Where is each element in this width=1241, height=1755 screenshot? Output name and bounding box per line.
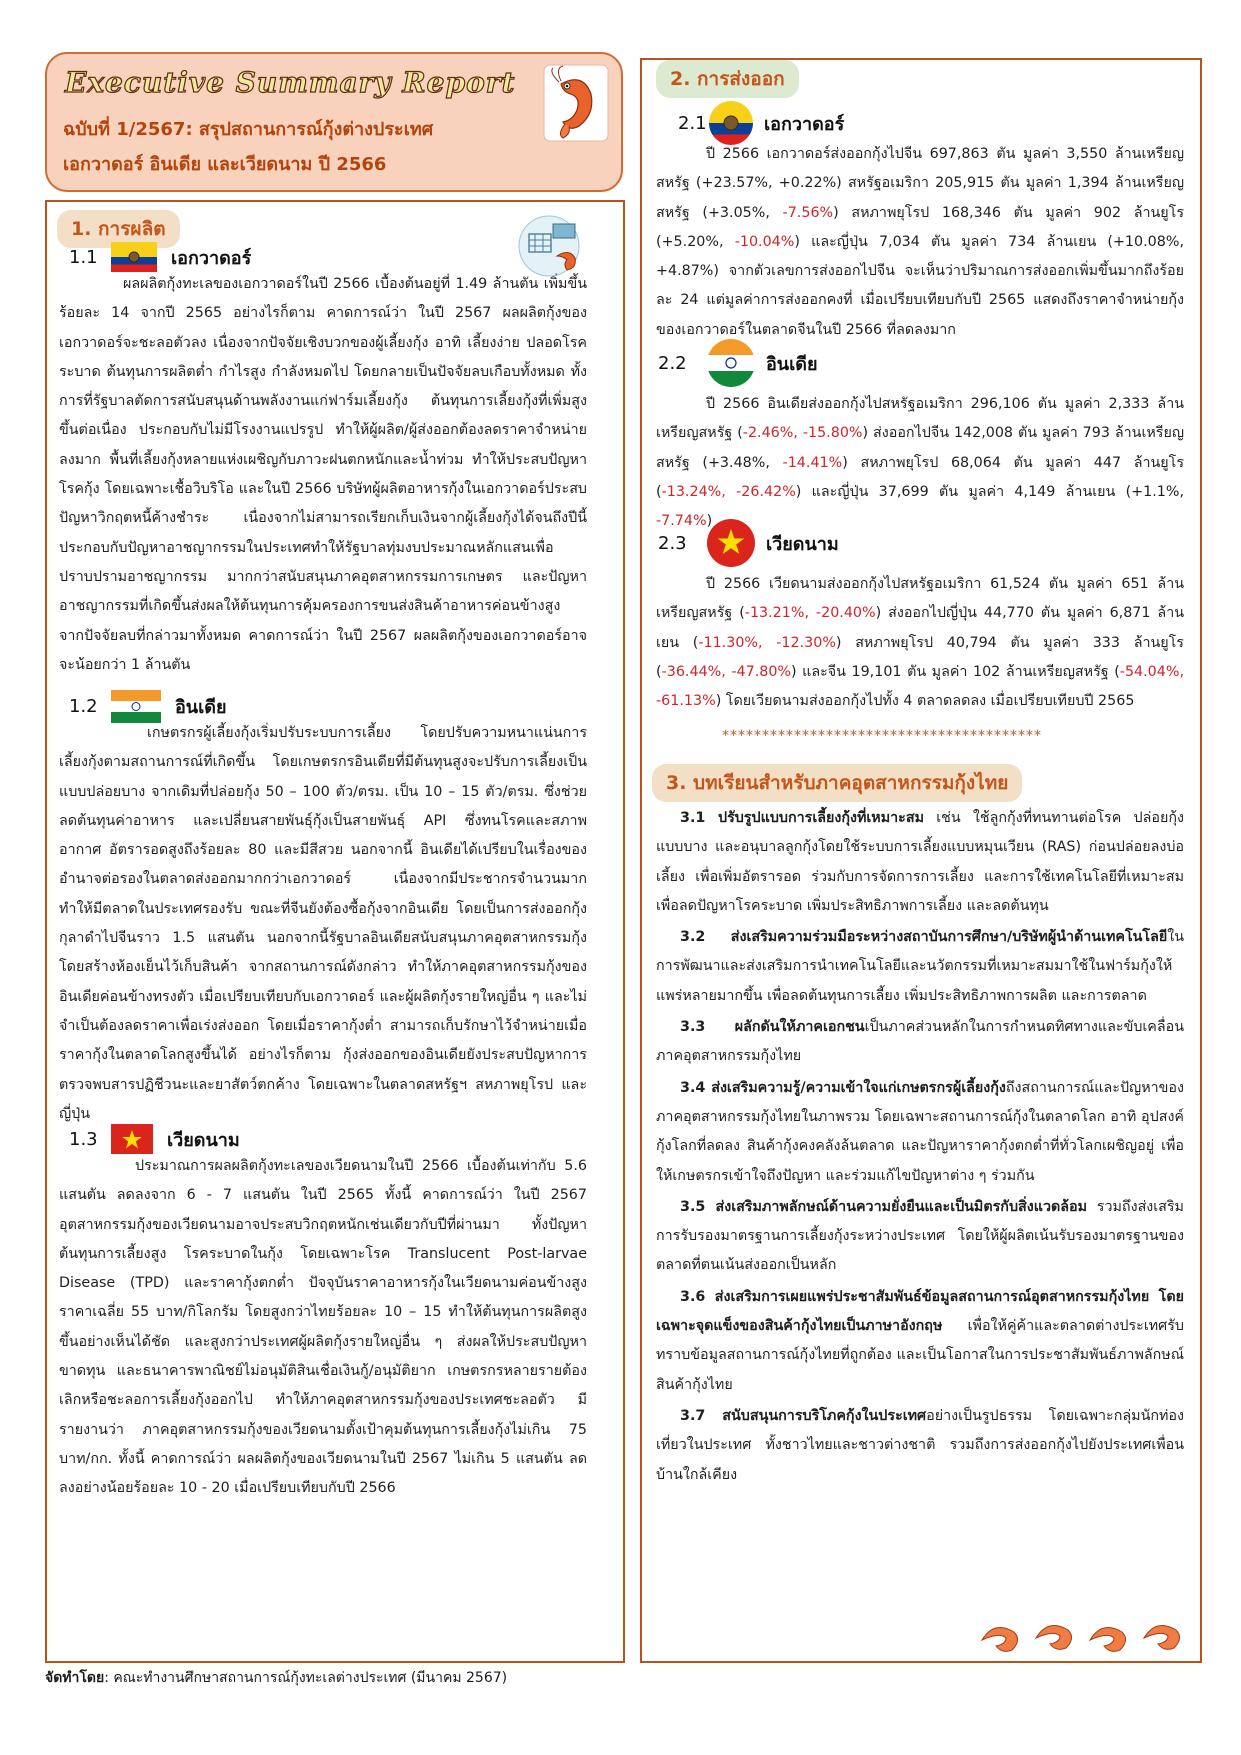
export-india-heading: [658, 338, 818, 388]
negative-change-value: -2.46%, -15.80%: [742, 425, 863, 442]
export-heading: 2. การส่งออก: [656, 60, 799, 98]
vietnam-flag-icon: [111, 1124, 153, 1154]
export-ecuador-text: [656, 140, 1184, 345]
negative-change-value: -7.74%: [656, 513, 707, 530]
negative-change-value: -54.04%, -61.13%: [656, 663, 1184, 710]
footer: [45, 1667, 507, 1689]
report-title: Executive Summary Report: [65, 66, 516, 99]
section-number: 1.3: [69, 1128, 98, 1150]
section-number: 1.1: [69, 246, 98, 268]
country-name: เอกวาดอร์: [764, 113, 845, 135]
export-text-segment: ปี 2566 อินเดียส่งออกกุ้งไปสหรัฐอเมริกา 296,106 ตัน มูลค่า 2,333 ล้านเหรียญสหรัฐ (: [656, 396, 1184, 442]
lesson-item-text: เช่น ใช้ลูกกุ้งที่ทนทานต่อโรค ปล่อยกุ้งแบบบาง และอนุบาลลูกกุ้งโดยใช้ระบบการเลี้ยงแบบหมุนเวียน (RAS) ก่อนปล่อยลงบ่อเลี้ยง เพื่อเพิ่มอัตรารอด ร่วมกับการจัดการการเลี้ยง และการใช้เทคโนโลยีที่เหมาะสม เพื่อลดปัญหาโรคระบาด เพิ่มประสิทธิภาพการเลี้ยง และลดต้นทุน: [656, 810, 1184, 914]
country-name: เอกวาดอร์: [171, 247, 252, 269]
lesson-item: [656, 1283, 1184, 1400]
lesson-item-text: เป็นภาคส่วนหลักในการกำหนดทิศทางและขับเคลื่อนภาคอุตสาหกรรมกุ้งไทย: [656, 1019, 1184, 1065]
export-text-segment: ) ส่งออกไปญี่ปุ่น 44,770 ตัน มูลค่า 6,871 ล้านเยน (: [656, 605, 1184, 651]
export-vietnam-heading: [658, 518, 839, 568]
country-name: เวียดนาม: [167, 1129, 240, 1151]
export-text-segment: ) ส่งออกไปจีน 142,008 ตัน มูลค่า 793 ล้านเหรียญสหรัฐ (+3.48%,: [656, 425, 1185, 471]
section-number: 2.1: [678, 112, 707, 134]
production-vietnam-heading: [69, 1124, 240, 1154]
production-ecuador-text: ผลผลิตกุ้งทะเลของเอกวาดอร์ในปี 2566 เบื้องต้นอยู่ที่ 1.49 ล้านตัน เพิ่มขึ้นร้อยละ 14 จากปี 2565 อย่างไรก็ตาม คาดการณ์ว่า ในปี 2567 ผลผลิตกุ้งของเอกวาดอร์จะชะลอตัวลง เนื่องจากปัจจัยเชิงบวกของผู้เลี้ยงกุ้ง อาทิ เลี้ยงง่าย ปลอดโรคระบาด ต้นทุนการผลิตต่ำ กำไรสูง กำลังหมดไป โดยกลายเป็นปัจจัยลบเกือบทั้งหมด ทั้งการที่รัฐบาลตัดการสนับสนุนด้านพลังงานแก่ฟาร์มเลี้ยงกุ้ง ต้นทุนการเลี้ยงกุ้งที่เพิ่มสูงขึ้นต่อเนื่อง ประกอบกับไม่มีโรงงานแปรรูป ทำให้ผู้ผลิต/ผู้ส่งออกต้องลดราคาจำหน่ายลงมาก พื้นที่เลี้ยงกุ้งหลายแห่งเผชิญกับภาวะฝนตกหนักและน้ำท่วม ทำให้ประสบปัญหาโรคกุ้ง โดยเฉพาะเชื้อวิบริโอ และในปี 2566 บริษัทผู้ผลิตอาหารกุ้งในเอกวาดอร์ประสบปัญหาวิกฤตหนี้ค้างชำระ เนื่องจากไม่สามารถเรียกเก็บเงินจากผู้เลี้ยงกุ้งได้จนถึงปีนี้ ประกอบกับปัญหาอาชญากรรมในประเทศทำให้รัฐบาลทุ่มงบประมาณหลักแสนเพื่อปราบปรามอาชญากรรม มากกว่าสนับสนุนภาคอุตสาหกรรมการเกษตร และปัญหาอาชญากรรมที่เกิดขึ้นส่งผลให้ต้นทุนการคุ้มครองการขนส่งสินค้าอาหารค่อนข้างสูง จากปัจจัยลบที่กล่าวมาทั้งหมด คาดการณ์ว่า ในปี 2567 ผลผลิตกุ้งของเอกวาดอร์อาจจะน้อยกว่า 1 ล้านตัน: [59, 276, 587, 673]
lesson-item: [656, 1193, 1184, 1281]
country-name: อินเดีย: [766, 353, 818, 375]
footer-text: : คณะทำงานศึกษาสถานการณ์กุ้งทะเลต่างประเทศ (มีนาคม 2567): [104, 1670, 508, 1686]
section-divider: ****************************************: [722, 728, 1042, 744]
negative-change-value: -13.24%, -26.42%: [661, 483, 796, 500]
production-heading: 1. การผลิต: [57, 210, 180, 248]
lesson-item-text: อย่างเป็นรูปธรรม โดยเฉพาะกลุ่มนักท่องเที่ยวในประเทศ ทั้งชาวไทยและชาวต่างชาติ รวมถึงการส่งออกกุ้งไปยังประเทศเพื่อนบ้านใกล้เคียง: [656, 1407, 1184, 1483]
production-vietnam-text: ประมาณการผลผลิตกุ้งทะเลของเวียดนามในปี 2566 เบื้องต้นเท่ากับ 5.6 แสนตัน ลดลงจาก 6 - 7 แสนตัน ในปี 2565 ทั้งนี้ คาดการณ์ว่า ในปี 2567 อุตสาหกรรมกุ้งของเวียดนามอาจประสบวิกฤตหนักเช่นเดียวกับปีที่ผ่านมา ทั้งปัญหาต้นทุนการเลี้ยงสูง โรคระบาดในกุ้ง โดยเฉพาะโรค Translucent Post-larvae Disease (TPD) และราคากุ้งตกต่ำ ปัจจุบันราคาอาหารกุ้งในเวียดนามค่อนข้างสูง ราคาเฉลี่ย 55 บาท/กิโลกรัม โดยสูงกว่าไทยร้อยละ 10 – 15 ทำให้ต้นทุนการผลิตสูงขึ้นอย่างเห็นได้ชัด และสูงกว่าประเทศผู้ผลิตกุ้งรายใหญ่อื่น ๆ ส่งผลให้ประสบปัญหาขาดทุน และธนาคารพาณิชย์ไม่อนุมัติสินเชื่อเงินกู้/อนุมัติยาก เกษตรกรหลายรายต้องเลิกหรือชะลอการเลี้ยงกุ้งออกไป ทำให้ภาคอุตสาหกรรมกุ้งของประเทศชะลอตัว มีรายงานว่า ภาคอุตสาหกรรมกุ้งของเวียดนามตั้งเป้าคุมต้นทุนการเลี้ยงกุ้งไม่เกิน 75 บาท/กก. ทั้งนี้ คาดการณ์ว่า ผลผลิตกุ้งของเวียดนามในปี 2567 ไม่เกิน 5 แสนตัน ลดลงอย่างน้อยร้อยละ 10 - 20 เมื่อเปรียบเทียบกับปี 2566: [59, 1158, 587, 1497]
production-section: [45, 200, 625, 1663]
export-and-lessons-section: [640, 58, 1202, 1663]
export-text-segment: ) และจีน 19,101 ตัน มูลค่า 102 ล้านเหรียญสหรัฐ (: [791, 663, 1120, 680]
lesson-item: [656, 804, 1184, 921]
section-number: 1.2: [69, 696, 98, 717]
export-text-segment: ) โดยเวียดนามส่งออกกุ้งไปทั้ง 4 ตลาดลดลง เมื่อเปรียบเทียบปี 2565: [715, 693, 1135, 710]
report-subtitle-line1: ฉบับที่ 1/2567: สรุปสถานการณ์กุ้งต่างประเทศ: [63, 119, 434, 140]
export-text-segment: ปี 2566 เอกวาดอร์ส่งออกกุ้งไปจีน 697,863 ตัน มูลค่า 3,550 ล้านเหรียญสหรัฐ (+23.57%, +0.22%) สหรัฐอเมริกา 205,915 ตัน มูลค่า 1,394 ล้านเหรียญสหรัฐ (+3.05%,: [656, 146, 1184, 221]
export-india-text: [656, 390, 1184, 536]
section-number: 2.2: [658, 352, 687, 374]
shrimp-logo-icon: [543, 64, 609, 142]
country-name: เวียดนาม: [766, 533, 839, 555]
footer-label: จัดทำโดย: [45, 1670, 105, 1686]
lesson-item-text: รวมถึงส่งเสริมการรับรองมาตรฐานการเลี้ยงกุ้งระหว่างประเทศ โดยให้ผู้ผลิตเน้นรับรองมาตรฐานของตลาดที่ตนเน้นส่งออกเป็นหลัก: [656, 1198, 1184, 1274]
report-header: [45, 52, 623, 192]
export-text-segment: ) และญี่ปุ่น 7,034 ตัน มูลค่า 734 ล้านเยน (+10.08%, +4.87%) จากตัวเลขการส่งออกไปจีน จะเห็นว่าปริมาณการส่งออกเพิ่มขึ้นมากถึงร้อยละ 24 แต่มูลค่าการส่งออกคงที่ เมื่อเปรียบเทียบกับปี 2565 แสดงถึงราคาจำหน่ายกุ้งของเอกวาดอร์ในตลาดจีนในปี 2566 ที่ลดลงมาก: [656, 233, 1184, 338]
negative-change-value: -36.44%, -47.80%: [661, 663, 792, 680]
lesson-item-title: 3.7 สนับสนุนการบริโภคกุ้งในประเทศ: [680, 1407, 927, 1424]
report-subtitle-line2: เอกวาดอร์ อินเดีย และเวียดนาม ปี 2566: [63, 154, 387, 175]
negative-change-value: -7.56%: [782, 204, 834, 221]
lesson-item-title: 3.3 ผลักดันให้ภาคเอกชน: [680, 1019, 865, 1036]
section-number: 2.3: [658, 532, 687, 554]
export-text-segment: ) สหภาพยุโรป 168,346 ตัน มูลค่า 902 ล้านยูโร (+5.20%,: [656, 204, 1184, 250]
lesson-item-title: 3.2 ส่งเสริมความร่วมมือระหว่างสถาบันการศึกษา/บริษัทผู้นำด้านเทคโนโลยี: [680, 929, 1168, 946]
india-round-flag-icon: [706, 338, 756, 388]
negative-change-value: -10.04%: [734, 233, 795, 250]
lesson-item-title: 3.5 ส่งเสริมภาพลักษณ์ด้านความยั่งยืนและเป็นมิตรกับสิ่งแวดล้อม: [680, 1198, 1088, 1215]
lesson-item: [656, 923, 1184, 1011]
export-text-segment: ปี 2566 เวียดนามส่งออกกุ้งไปสหรัฐอเมริกา 61,524 ตัน มูลค่า 651 ล้านเหรียญสหรัฐ (: [656, 576, 1184, 622]
lesson-item-text: ในการพัฒนาและส่งเสริมการนำเทคโนโลยีและนวัตกรรมที่เหมาะสมมาใช้ในฟาร์มกุ้งให้แพร่หลายมากขึ้น เพื่อลดต้นทุนการเลี้ยง เพิ่มประสิทธิภาพการผลิต และการตลาด: [656, 929, 1184, 1004]
lesson-item-title: 3.6 ส่งเสริมการเผยแพร่ประชาสัมพันธ์ข้อมูลสถานการณ์อุตสาหกรรมกุ้งไทย โดยเฉพาะจุดแข็งของสินค้ากุ้งไทยเป็นภาษาอังกฤษ: [656, 1288, 1184, 1335]
lessons-list: [656, 804, 1184, 1492]
export-text-segment: ): [706, 513, 713, 530]
lesson-item: [656, 1402, 1184, 1490]
export-vietnam-text: [656, 570, 1184, 716]
shrimp-farm-icon: [515, 212, 587, 278]
export-text-segment: ) สหภาพยุโรป 40,794 ตัน มูลค่า 333 ล้านยูโร (: [656, 634, 1184, 680]
production-india-text: เกษตรกรผู้เลี้ยงกุ้งเริ่มปรับระบบการเลี้ยง โดยปรับความหนาแน่นการเลี้ยงกุ้งตามสถานการณ์ที่เกิดขึ้น โดยเกษตรกรอินเดียที่มีต้นทุนสูงจะปรับการเลี้ยงเป็นแบบปล่อยบาง จากเดิมที่ปล่อยกุ้ง 50 – 100 ตัว/ตรม. เป็น 10 – 15 ตัว/ตรม. ซึ่งช่วยลดต้นทุนค่าอาหาร และเปลี่ยนสายพันธุ์กุ้งเป็นสายพันธุ์ API ซึ่งทนโรคและสภาพอากาศ อัตรารอดสูงถึงร้อยละ 80 และมีสีสวย นอกจากนี้ อินเดียได้เปรียบในเรื่องของอำนาจต่อรองในตลาดส่งออกมากกว่าเอกวาดอร์ เนื่องจากมีประชากรจำนวนมาก ทำให้มีตลาดในประเทศรองรับ ขณะที่จีนยังต้องซื้อกุ้งจากอินเดีย โดยเป็นการส่งออกกุ้งกุลาดำไปจีนราว 1.5 แสนตัน นอกจากนี้รัฐบาลอินเดียสนับสนุนภาคอุตสาหกรรมกุ้ง โดยสร้างห้องเย็นไว้เก็บสินค้า จากสถานการณ์ดังกล่าว ทำให้ภาคอุตสาหกรรมกุ้งของอินเดียค่อนข้างทรงตัว เมื่อเปรียบเทียบกับเอกวาดอร์ และผู้ผลิตกุ้งรายใหญ่อื่น ๆ และไม่จำเป็นต้องลดราคาเพื่อเร่งส่งออก โดยเมื่อราคากุ้งต่ำ สามารถเก็บรักษาไว้จำหน่ายเมื่อราคากุ้งในตลาดโลกสูงขึ้นได้ อย่างไรก็ตาม กุ้งส่งออกของอินเดียยังประสบปัญหาการตรวจพบสารปฏิชีวนะและยาสัตว์ตกค้าง โดยเฉพาะในตลาดสหรัฐฯ สหภาพยุโรป และญี่ปุ่น: [59, 725, 587, 1122]
lesson-item: [656, 1013, 1184, 1072]
export-text-segment: ) สหภาพยุโรป 68,064 ตัน มูลค่า 447 ล้านยูโร (: [656, 454, 1184, 500]
lesson-item-text: ถึงสถานการณ์และปัญหาของภาคอุตสาหกรรมกุ้งไทยในภาพรวม โดยเฉพาะสถานการณ์กุ้งในตลาดโลก อาทิ อุปสงค์กุ้งโลกที่ลดลง สินค้ากุ้งคงคลังล้นตลาด และปัญหาราคากุ้งตกต่ำที่ทั่วโลกเผชิญอยู่ เพื่อให้เกษตรกรเข้าใจถึงปัญหา และร่วมแก้ไขปัญหาต่าง ๆ ร่วมกัน: [656, 1079, 1184, 1184]
export-text-segment: ) และญี่ปุ่น 37,699 ตัน มูลค่า 4,149 ล้านเยน (+1.1%,: [795, 483, 1184, 500]
country-name: อินเดีย: [175, 697, 227, 718]
lesson-item-text: เพื่อให้คู่ค้าและตลาดต่างประเทศรับทราบข้อมูลสถานการณ์กุ้งไทยที่ถูกต้อง และเป็นโอกาสในการประชาสัมพันธ์ภาพลักษณ์สินค้ากุ้งไทย: [656, 1318, 1184, 1393]
lesson-item: [656, 1074, 1184, 1191]
lesson-item-title: 3.4 ส่งเสริมความรู้/ความเข้าใจแก่เกษตรกรผู้เลี้ยงกุ้ง: [680, 1079, 1006, 1096]
negative-change-value: -13.21%, -20.40%: [744, 605, 876, 622]
negative-change-value: -11.30%, -12.30%: [698, 634, 836, 651]
production-ecuador-heading: [69, 242, 251, 272]
lesson-item-title: 3.1 ปรับรูปแบบการเลี้ยงกุ้งที่เหมาะสม: [680, 810, 924, 826]
vietnam-round-flag-icon: [706, 518, 756, 568]
lessons-heading: 3. บทเรียนสำหรับภาคอุตสาหกรรมกุ้งไทย: [652, 764, 1022, 802]
shrimp-decoration-icon: [972, 1610, 1192, 1660]
ecuador-flag-icon: [111, 242, 157, 272]
negative-change-value: -14.41%: [782, 454, 843, 471]
